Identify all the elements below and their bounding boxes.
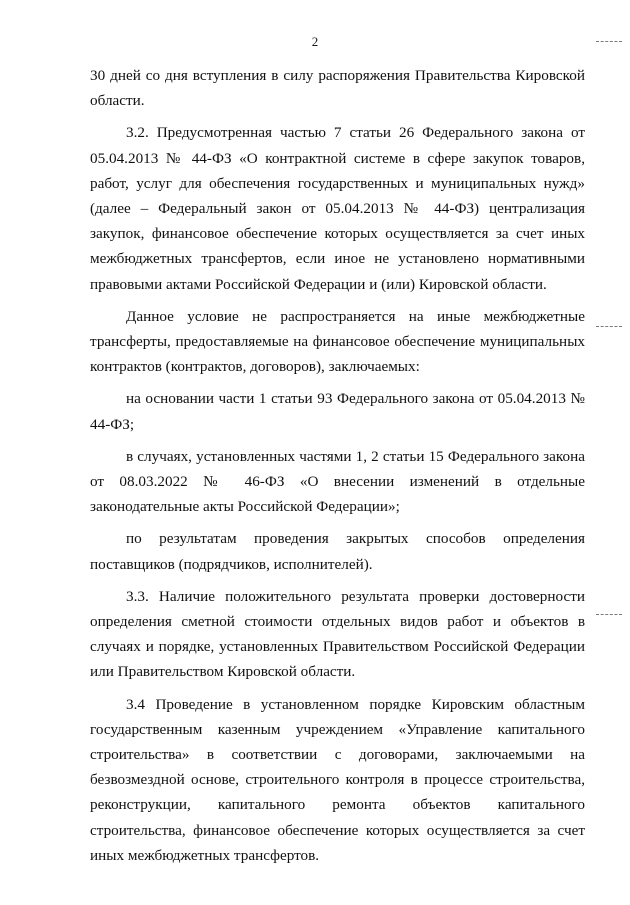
paragraph-3-4: 3.4 Проведение в установленном порядке Кировским областным государственным казенным учреждением «Управление капитального строительства» в соответствии с договорами, заключаемыми на безвозмездной основе, строительного контроля в процессе строительства, реконструкции, капитального ремонта объектов капитального строительства, финансовое обеспечение которых осуществляется за счет иных межбюджетных трансфертов. [90,695,585,864]
margin-dash-mark [596,326,622,328]
page-number: 2 [311,34,319,49]
margin-dash-mark [596,614,622,616]
paragraph-cases-article-15: в случаях, установленных частями 1, 2 статьи 15 Федерального закона от 08.03.2022 № 46-ФЗ «О внесении изменений в отдельные законодательные акты Российской Федерации»; [90,447,585,516]
paragraph-3-2: 3.2. Предусмотренная частью 7 статьи 26 Федерального закона от 05.04.2013 № 44-ФЗ «О контрактной системе в сфере закупок товаров, работ, услуг для обеспечения государственных и муниципальных нужд» (далее – Федеральный закон от 05.04.2013 № 44-ФЗ) централизация закупок, финансовое обеспечение которых осуществляется за счет иных межбюджетных трансфертов, если иное не установлено нормативными правовыми актами Российской Федерации и (или) Кировской области. [90,124,585,293]
paragraph-continuation: 30 дней со дня вступления в силу распоряжения Правительства Кировской области. [90,67,585,110]
document-body [90,63,585,868]
paragraph-basis-article-93: на основании части 1 статьи 93 Федерального закона от 05.04.2013 № 44-ФЗ; [90,390,585,433]
paragraph-3-3: 3.3. Наличие положительного результата проверки достоверности определения сметной стоимости отдельных видов работ и объектов в случаях и порядке, установленных Правительством Российской Федерации или Правительством Кировской области. [90,587,585,681]
paragraph-condition: Данное условие не распространяется на иные межбюджетные трансферты, предоставляемые на финансовое обеспечение муниципальных контрактов (контрактов, договоров), заключаемых: [90,307,585,376]
margin-dash-mark [596,41,622,43]
paragraph-closed-methods: по результатам проведения закрытых способов определения поставщиков (подрядчиков, исполнителей). [90,530,585,573]
